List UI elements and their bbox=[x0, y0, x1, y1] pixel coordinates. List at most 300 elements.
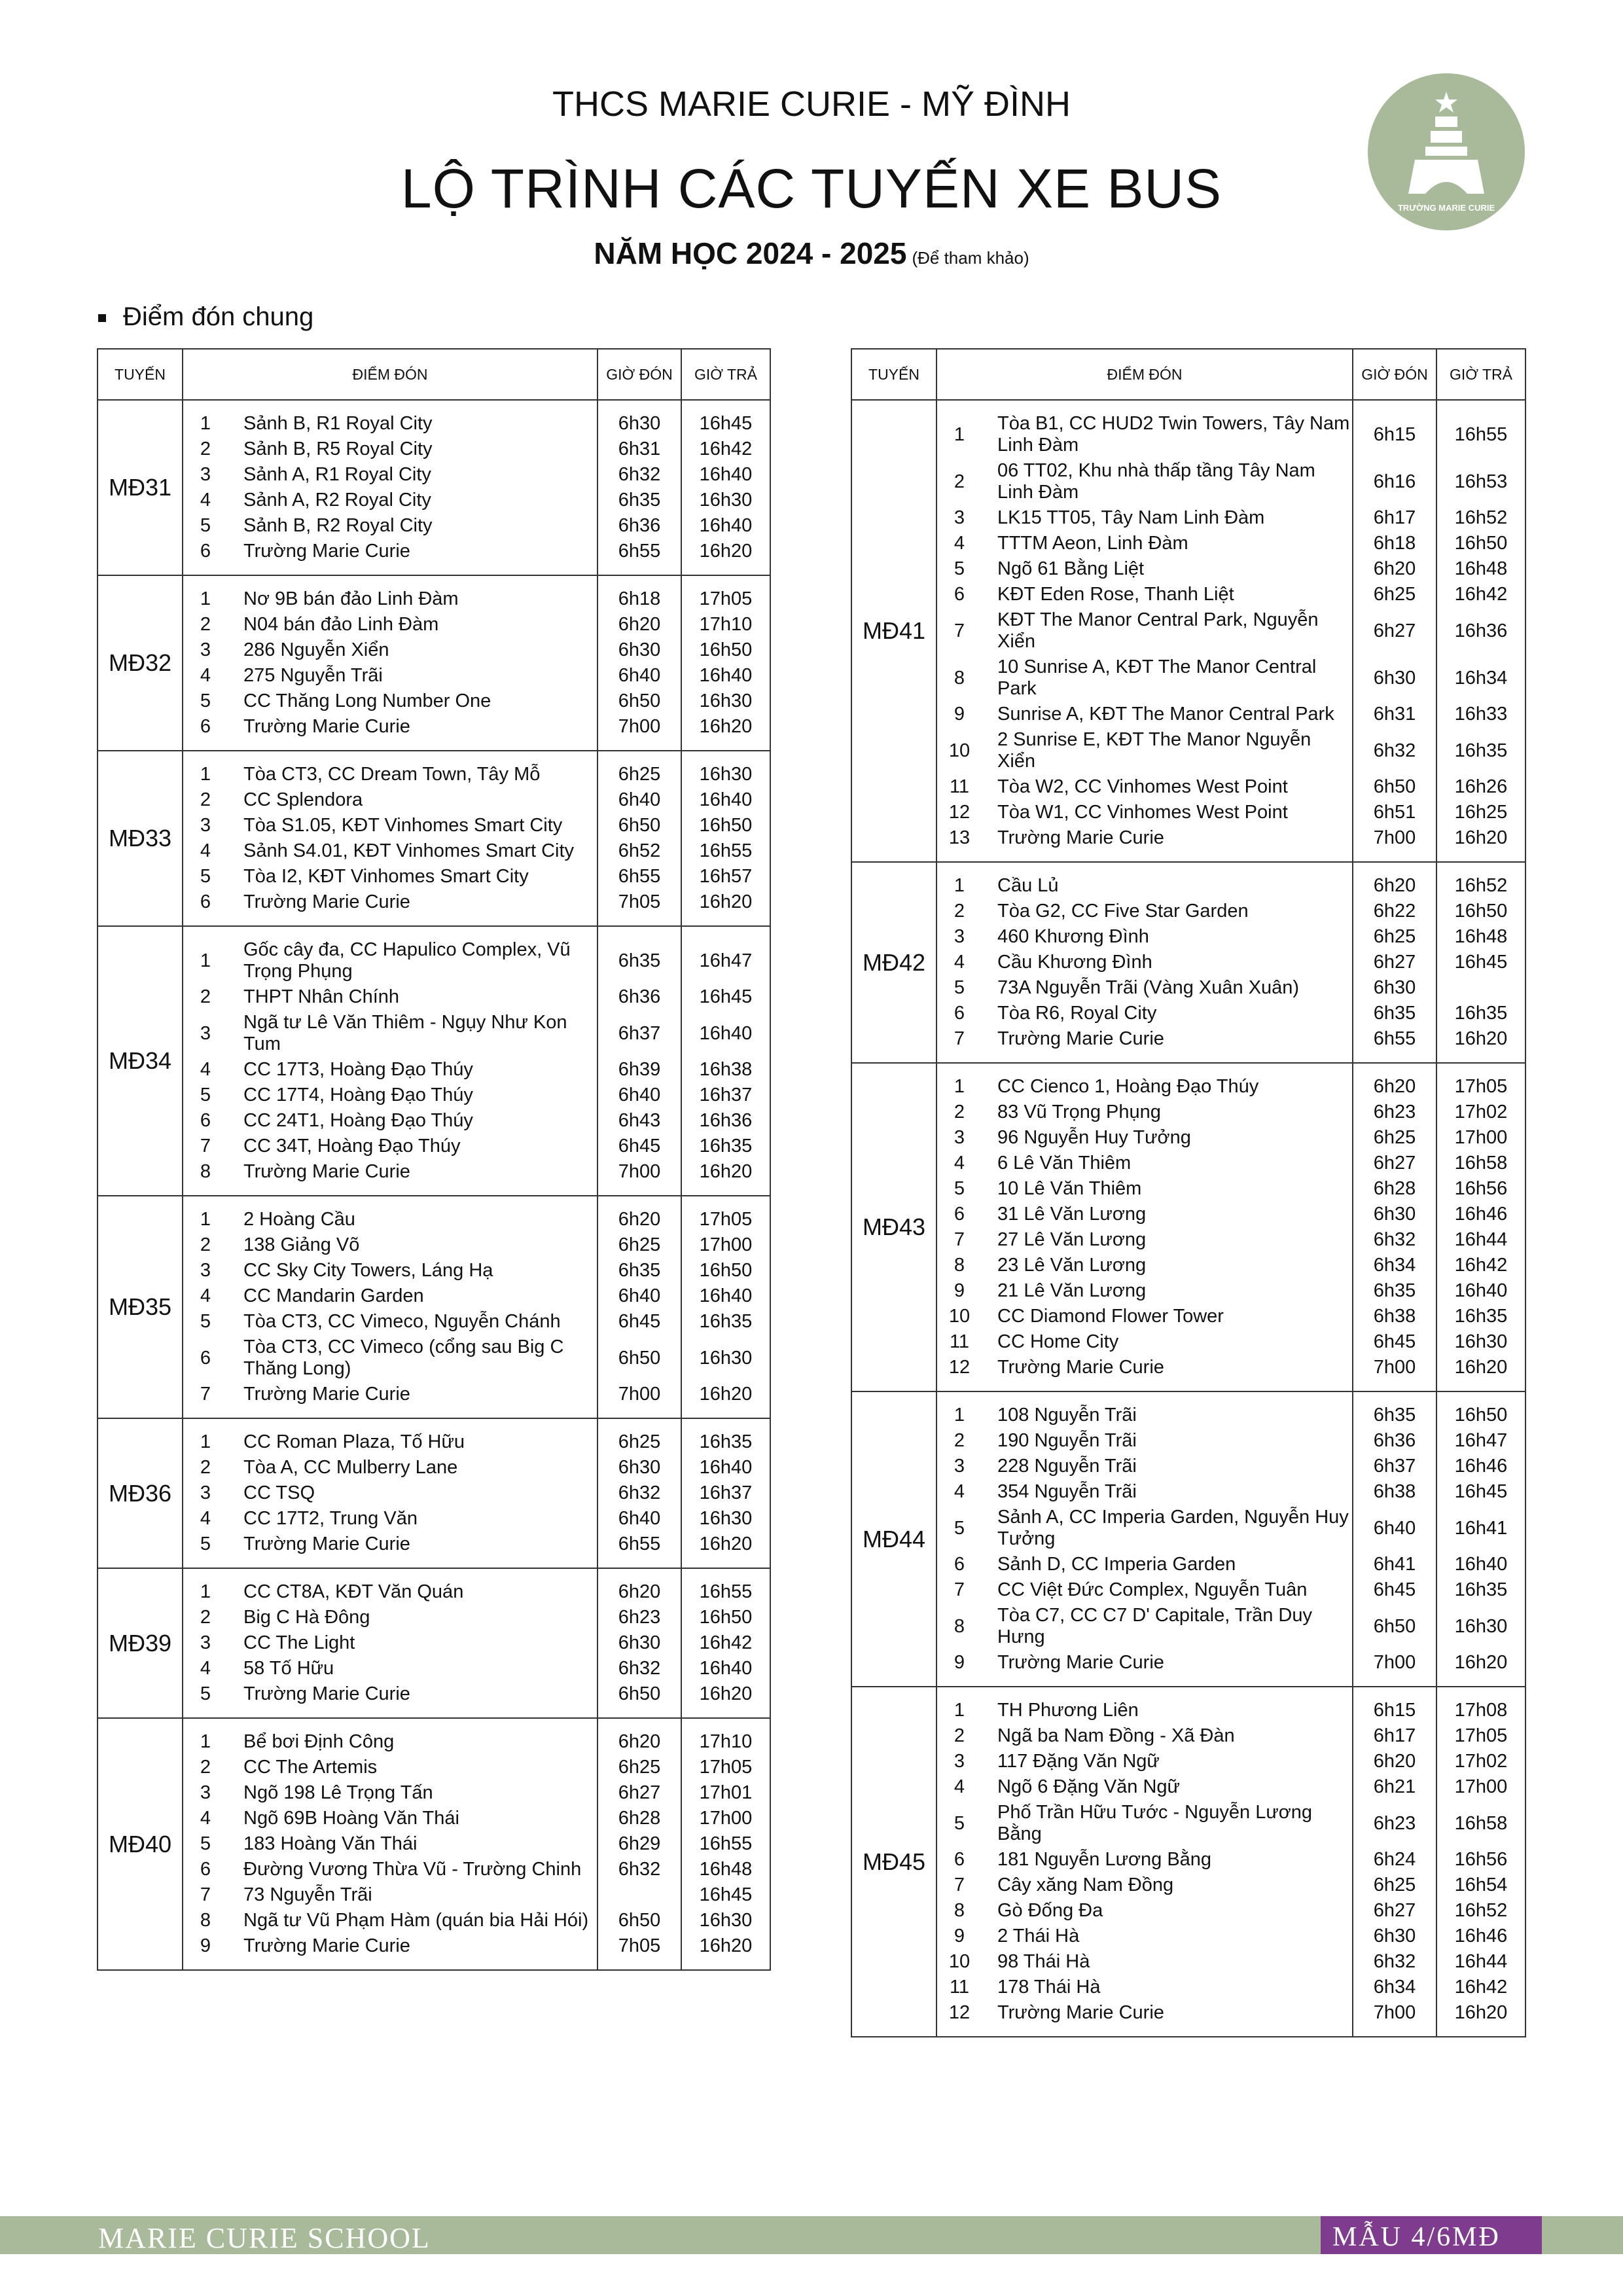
return-list bbox=[1437, 1074, 1525, 1380]
stop-number: 4 bbox=[954, 1153, 965, 1174]
stop-number: 2 bbox=[200, 1757, 211, 1778]
stop-name: 73 Nguyễn Trãi bbox=[243, 1884, 372, 1905]
list-item bbox=[1353, 1176, 1436, 1202]
stop-number: 7 bbox=[954, 1229, 965, 1250]
stop-number: 10 bbox=[948, 1306, 971, 1327]
stop-name: 460 Khương Đình bbox=[997, 926, 1149, 947]
stop-name: Sảnh B, R1 Royal City bbox=[243, 413, 433, 434]
stop-name: Ngõ 61 Bằng Liệt bbox=[997, 558, 1145, 579]
list-item bbox=[598, 1656, 681, 1681]
stop-name: CC Splendora bbox=[243, 789, 363, 810]
return-list bbox=[682, 1429, 770, 1557]
list-item bbox=[598, 762, 681, 787]
list-item bbox=[1437, 2000, 1525, 2026]
stop-name: 6 Lê Văn Thiêm bbox=[997, 1153, 1132, 1174]
list-item bbox=[1437, 1125, 1525, 1151]
return-time: 16h20 bbox=[1454, 1652, 1508, 1673]
return-time: 16h40 bbox=[699, 665, 753, 686]
stop-name: Sảnh A, R1 Royal City bbox=[243, 464, 431, 485]
pickup-time: 6h30 bbox=[618, 1457, 661, 1478]
list-item bbox=[937, 1001, 1352, 1026]
pickup-time: 7h05 bbox=[618, 891, 661, 912]
return-time: 16h30 bbox=[1454, 1331, 1508, 1352]
pickup-time: 6h37 bbox=[618, 1022, 661, 1044]
stop-number: 1 bbox=[954, 1405, 965, 1426]
list-item bbox=[598, 488, 681, 513]
route-code: MĐ32 bbox=[98, 575, 183, 751]
stop-name: Ngã tư Vũ Phạm Hàm (quán bia Hải Hói) bbox=[243, 1910, 589, 1931]
return-time: 16h45 bbox=[1454, 952, 1508, 973]
pickup-time: 6h35 bbox=[618, 490, 661, 511]
return-list bbox=[1437, 411, 1525, 851]
stop-name: Sunrise A, KĐT The Manor Central Park bbox=[997, 704, 1334, 725]
stop-name: 354 Nguyễn Trãi bbox=[997, 1481, 1137, 1502]
stop-number: 2 bbox=[200, 986, 211, 1007]
return-time: 16h50 bbox=[699, 1260, 753, 1281]
route-row bbox=[851, 1687, 1525, 2037]
stop-number: 9 bbox=[954, 704, 965, 725]
pickup-time: 6h50 bbox=[618, 1347, 661, 1369]
list-item bbox=[1353, 825, 1436, 851]
list-item bbox=[1437, 1355, 1525, 1380]
return-time: 16h50 bbox=[699, 1607, 753, 1628]
stop-name: 2 Hoàng Cầu bbox=[243, 1209, 355, 1230]
list-item bbox=[1353, 702, 1436, 727]
stop-name: Sảnh S4.01, KĐT Vinhomes Smart City bbox=[243, 840, 575, 861]
return-time: 17h00 bbox=[699, 1808, 753, 1829]
list-item bbox=[682, 813, 770, 838]
stop-name: 98 Thái Hà bbox=[997, 1951, 1090, 1972]
list-item bbox=[183, 1010, 597, 1057]
return-time: 16h50 bbox=[699, 639, 753, 660]
list-item bbox=[1437, 774, 1525, 800]
list-item bbox=[1437, 1749, 1525, 1774]
list-item bbox=[1437, 1698, 1525, 1723]
stops-cell bbox=[936, 1063, 1353, 1391]
pickup-time: 6h15 bbox=[1373, 423, 1416, 445]
pickup-time: 6h35 bbox=[618, 950, 661, 971]
stop-number: 2 bbox=[200, 1234, 211, 1255]
list-item bbox=[1353, 1253, 1436, 1278]
stop-name: Nơ 9B bán đảo Linh Đàm bbox=[243, 588, 459, 609]
stop-name: Cầu Lủ bbox=[997, 875, 1059, 896]
section-heading bbox=[98, 302, 313, 332]
list-item bbox=[1353, 924, 1436, 950]
stop-name: 190 Nguyễn Trãi bbox=[997, 1430, 1137, 1451]
col-route: TUYẾN bbox=[98, 349, 183, 400]
stop-number: 4 bbox=[200, 1508, 211, 1529]
route-row bbox=[851, 862, 1525, 1063]
pickup-time: 6h25 bbox=[618, 1234, 661, 1255]
pickup-time: 6h20 bbox=[1373, 1076, 1416, 1097]
pickup-time: 6h20 bbox=[1373, 558, 1416, 579]
return-time: 16h20 bbox=[1454, 2002, 1508, 2023]
list-item bbox=[1353, 582, 1436, 607]
list-item bbox=[1353, 411, 1436, 458]
school-year-text: NĂM HỌC 2024 - 2025 bbox=[594, 236, 907, 270]
list-item bbox=[183, 1857, 597, 1882]
return-time: 16h55 bbox=[699, 840, 753, 861]
stop-number: 7 bbox=[200, 1384, 211, 1405]
routes-table-right bbox=[851, 348, 1526, 2037]
list-item bbox=[1437, 1774, 1525, 1800]
list-item bbox=[1353, 1723, 1436, 1749]
return-time: 16h44 bbox=[1454, 1951, 1508, 1972]
pickup-list bbox=[1353, 1698, 1436, 2026]
list-item bbox=[1437, 1949, 1525, 1975]
return-list bbox=[682, 937, 770, 1185]
stop-name: 83 Vũ Trọng Phụng bbox=[997, 1102, 1161, 1122]
stops-cell bbox=[183, 1568, 597, 1718]
list-item bbox=[1353, 607, 1436, 655]
return-time: 16h50 bbox=[699, 815, 753, 836]
list-item bbox=[1353, 950, 1436, 975]
stop-number: 11 bbox=[949, 1977, 970, 1998]
list-item bbox=[598, 1755, 681, 1780]
stop-number: 5 bbox=[200, 515, 211, 536]
list-item bbox=[598, 1309, 681, 1335]
return-time: 16h47 bbox=[699, 950, 753, 971]
list-item bbox=[682, 1755, 770, 1780]
pickup-time: 6h31 bbox=[1373, 704, 1416, 725]
list-item bbox=[598, 1831, 681, 1857]
return-time: 16h20 bbox=[699, 541, 753, 562]
stop-number: 7 bbox=[954, 1874, 965, 1895]
return-time: 17h10 bbox=[699, 1731, 753, 1752]
footer-school: MARIE CURIE SCHOOL bbox=[98, 2222, 431, 2254]
list-item bbox=[682, 663, 770, 689]
stop-number: 3 bbox=[954, 1456, 965, 1477]
stop-number: 12 bbox=[948, 1357, 971, 1378]
list-item bbox=[598, 1283, 681, 1309]
list-item bbox=[937, 825, 1352, 851]
stop-name: THPT Nhân Chính bbox=[243, 986, 400, 1007]
list-item bbox=[1437, 727, 1525, 774]
pickup-time: 6h40 bbox=[1373, 1517, 1416, 1539]
return-list bbox=[682, 586, 770, 740]
list-item bbox=[183, 1309, 597, 1335]
return-time: 17h05 bbox=[1454, 1725, 1508, 1746]
stop-name: 58 Tố Hữu bbox=[243, 1658, 334, 1679]
list-item bbox=[183, 984, 597, 1010]
list-item bbox=[1437, 1403, 1525, 1428]
pickup-cell bbox=[597, 1418, 681, 1568]
pickup-time: 6h27 bbox=[1373, 620, 1416, 641]
stop-name: Gốc cây đa, CC Hapulico Complex, Vũ Trọng Phụng bbox=[243, 939, 571, 982]
list-item bbox=[1437, 1479, 1525, 1505]
stop-name: Trường Marie Curie bbox=[997, 1357, 1164, 1378]
return-time: 17h00 bbox=[699, 1234, 753, 1255]
list-item bbox=[682, 1159, 770, 1185]
form-code-badge bbox=[1321, 2216, 1542, 2254]
stop-number: 5 bbox=[954, 1812, 965, 1834]
list-item bbox=[937, 1774, 1352, 1800]
list-item bbox=[937, 1552, 1352, 1577]
stop-name: Sảnh A, CC Imperia Garden, Nguyễn Huy Tưởng bbox=[997, 1507, 1349, 1549]
return-time: 16h42 bbox=[1454, 1977, 1508, 1998]
return-cell bbox=[681, 1568, 770, 1718]
footer-bar bbox=[0, 2216, 1623, 2254]
return-time: 17h10 bbox=[699, 614, 753, 635]
return-time: 16h40 bbox=[699, 789, 753, 810]
list-item bbox=[598, 1806, 681, 1831]
list-item bbox=[1353, 727, 1436, 774]
stop-number: 2 bbox=[954, 1430, 965, 1451]
route-code: MĐ45 bbox=[851, 1687, 936, 2037]
route-code: MĐ41 bbox=[851, 400, 936, 862]
return-cell bbox=[681, 400, 770, 575]
route-row bbox=[98, 1418, 770, 1568]
stops-list bbox=[183, 411, 597, 564]
list-item bbox=[183, 1382, 597, 1407]
pickup-cell bbox=[597, 751, 681, 926]
list-item bbox=[598, 1780, 681, 1806]
stop-number: 5 bbox=[954, 977, 965, 998]
stop-number: 4 bbox=[200, 1285, 211, 1306]
return-time: 16h30 bbox=[699, 1347, 753, 1369]
return-time: 16h52 bbox=[1454, 1900, 1508, 1921]
stop-name: Trường Marie Curie bbox=[243, 1534, 410, 1554]
list-item bbox=[183, 411, 597, 437]
list-item bbox=[183, 1755, 597, 1780]
list-item bbox=[937, 531, 1352, 556]
stop-number: 6 bbox=[954, 1849, 965, 1870]
list-item bbox=[937, 1278, 1352, 1304]
pickup-time: 6h20 bbox=[1373, 875, 1416, 896]
return-time: 16h30 bbox=[1454, 1615, 1508, 1637]
stop-name: 181 Nguyễn Lương Bằng bbox=[997, 1849, 1212, 1870]
return-time: 16h58 bbox=[1454, 1153, 1508, 1174]
list-item bbox=[183, 1908, 597, 1933]
col-pickup: GIỜ ĐÓN bbox=[597, 349, 681, 400]
stop-name: Bể bơi Định Công bbox=[243, 1731, 395, 1752]
list-item bbox=[1353, 556, 1436, 582]
pickup-time: 6h23 bbox=[1373, 1812, 1416, 1834]
col-pickup: GIỜ ĐÓN bbox=[1353, 349, 1436, 400]
return-time: 16h35 bbox=[1454, 740, 1508, 761]
pickup-time: 6h50 bbox=[618, 815, 661, 836]
stop-number: 1 bbox=[200, 1731, 211, 1752]
pickup-list bbox=[598, 937, 681, 1185]
list-item bbox=[1437, 1001, 1525, 1026]
form-code: MẪU 4/6MĐ bbox=[1332, 2222, 1501, 2252]
return-time: 17h02 bbox=[1454, 1102, 1508, 1122]
list-item bbox=[598, 714, 681, 740]
list-item bbox=[682, 462, 770, 488]
stop-number: 9 bbox=[954, 1652, 965, 1673]
stop-name: Tòa G2, CC Five Star Garden bbox=[997, 901, 1249, 922]
pickup-cell bbox=[1353, 400, 1436, 862]
list-item bbox=[1353, 1026, 1436, 1052]
pickup-time: 6h30 bbox=[618, 413, 661, 434]
list-item bbox=[1353, 1304, 1436, 1329]
stop-name: CC Mandarin Garden bbox=[243, 1285, 424, 1306]
list-item bbox=[1437, 1227, 1525, 1253]
list-item bbox=[1353, 1749, 1436, 1774]
stop-number: 3 bbox=[954, 1127, 965, 1148]
stop-number: 7 bbox=[200, 1136, 211, 1157]
stops-cell bbox=[183, 1196, 597, 1418]
pickup-cell bbox=[1353, 1391, 1436, 1687]
list-item bbox=[183, 1506, 597, 1532]
stop-name: Ngã ba Nam Đồng - Xã Đàn bbox=[997, 1725, 1235, 1746]
pickup-cell bbox=[597, 575, 681, 751]
stop-number: 6 bbox=[200, 716, 211, 737]
return-time: 16h20 bbox=[699, 1384, 753, 1405]
return-time: 16h40 bbox=[1454, 1280, 1508, 1301]
list-item bbox=[937, 655, 1352, 702]
stop-name: CC CT8A, KĐT Văn Quán bbox=[243, 1581, 464, 1602]
pickup-time: 6h55 bbox=[618, 866, 661, 887]
pickup-time: 6h40 bbox=[618, 1085, 661, 1105]
return-time: 16h57 bbox=[699, 866, 753, 887]
stop-name: CC 17T4, Hoàng Đạo Thúy bbox=[243, 1085, 473, 1105]
return-list bbox=[1437, 1698, 1525, 2026]
pickup-time: 7h00 bbox=[1373, 2002, 1416, 2023]
pickup-time: 6h20 bbox=[618, 1209, 661, 1230]
stops-cell bbox=[936, 400, 1353, 862]
pickup-time: 6h18 bbox=[618, 588, 661, 609]
pickup-list bbox=[598, 1429, 681, 1557]
stop-number: 5 bbox=[200, 1833, 211, 1854]
list-item bbox=[937, 1975, 1352, 2000]
return-time: 16h42 bbox=[1454, 1255, 1508, 1276]
list-item bbox=[598, 1382, 681, 1407]
list-item bbox=[1353, 1949, 1436, 1975]
pickup-time: 6h43 bbox=[618, 1110, 661, 1131]
return-cell bbox=[681, 1718, 770, 1970]
list-item bbox=[682, 586, 770, 612]
return-time: 17h05 bbox=[1454, 1076, 1508, 1097]
return-time: 16h20 bbox=[699, 1161, 753, 1182]
stop-number: 8 bbox=[200, 1910, 211, 1931]
route-row bbox=[98, 400, 770, 575]
stop-number: 3 bbox=[200, 1022, 211, 1044]
stop-name: Ngã tư Lê Văn Thiêm - Ngụy Như Kon Tum bbox=[243, 1012, 567, 1054]
list-item bbox=[937, 1355, 1352, 1380]
pickup-time: 6h32 bbox=[618, 464, 661, 485]
list-item bbox=[1353, 873, 1436, 899]
stop-name: 228 Nguyễn Trãi bbox=[997, 1456, 1137, 1477]
list-item bbox=[183, 1729, 597, 1755]
list-item bbox=[598, 1857, 681, 1882]
routes-table-left bbox=[97, 348, 771, 1971]
list-item bbox=[682, 937, 770, 984]
stop-name: 138 Giảng Võ bbox=[243, 1234, 360, 1255]
col-stop: ĐIỂM ĐÓN bbox=[936, 349, 1353, 400]
stop-name: 73A Nguyễn Trãi (Vàng Xuân Xuân) bbox=[997, 977, 1300, 998]
stop-number: 1 bbox=[200, 764, 211, 785]
return-time: 17h02 bbox=[1454, 1751, 1508, 1772]
list-item bbox=[183, 864, 597, 889]
return-list bbox=[682, 762, 770, 915]
stop-number: 4 bbox=[200, 1658, 211, 1679]
list-item bbox=[598, 1083, 681, 1108]
stop-name: N04 bán đảo Linh Đàm bbox=[243, 614, 439, 635]
pickup-list bbox=[598, 411, 681, 564]
stop-number: 8 bbox=[200, 1161, 211, 1182]
list-item bbox=[598, 1579, 681, 1605]
pickup-time: 6h27 bbox=[1373, 952, 1416, 973]
pickup-list bbox=[598, 1579, 681, 1707]
stop-name: Trường Marie Curie bbox=[997, 1652, 1164, 1673]
route-code: MĐ34 bbox=[98, 926, 183, 1196]
list-item bbox=[1353, 1505, 1436, 1552]
pickup-time: 6h22 bbox=[1373, 901, 1416, 922]
stop-number: 8 bbox=[954, 1615, 965, 1637]
pickup-time: 6h35 bbox=[618, 1260, 661, 1281]
list-item bbox=[183, 1283, 597, 1309]
list-item bbox=[937, 1100, 1352, 1125]
list-item bbox=[937, 1125, 1352, 1151]
list-item bbox=[598, 889, 681, 915]
return-time: 16h34 bbox=[1454, 667, 1508, 689]
stop-name: 06 TT02, Khu nhà thấp tầng Tây Nam Linh Đàm bbox=[997, 460, 1315, 503]
pickup-list bbox=[598, 762, 681, 915]
stop-number: 3 bbox=[954, 926, 965, 947]
list-item bbox=[937, 1026, 1352, 1052]
pickup-time: 7h00 bbox=[618, 1384, 661, 1405]
list-item bbox=[1437, 702, 1525, 727]
stop-number: 4 bbox=[954, 1481, 965, 1502]
list-item bbox=[937, 1151, 1352, 1176]
list-item bbox=[1437, 1800, 1525, 1847]
list-item bbox=[183, 1083, 597, 1108]
list-item bbox=[937, 1074, 1352, 1100]
list-item bbox=[937, 924, 1352, 950]
pickup-time: 7h00 bbox=[618, 1161, 661, 1182]
list-item bbox=[1353, 800, 1436, 825]
stop-number: 5 bbox=[200, 1311, 211, 1332]
return-time: 16h40 bbox=[699, 1285, 753, 1306]
stop-name: 275 Nguyễn Trãi bbox=[243, 665, 383, 686]
list-item bbox=[682, 762, 770, 787]
pickup-time: 6h55 bbox=[1373, 1028, 1416, 1049]
stop-name: CC 17T2, Trung Văn bbox=[243, 1508, 418, 1529]
return-time: 16h40 bbox=[699, 1658, 753, 1679]
stop-name: Trường Marie Curie bbox=[243, 1384, 410, 1405]
list-item bbox=[1437, 1304, 1525, 1329]
list-item bbox=[1437, 1329, 1525, 1355]
list-item bbox=[183, 1532, 597, 1557]
stop-number: 6 bbox=[200, 1347, 211, 1369]
stop-name: Trường Marie Curie bbox=[243, 716, 410, 737]
stop-name: Ngõ 198 Lê Trọng Tấn bbox=[243, 1782, 433, 1803]
stop-name: Tòa A, CC Mulberry Lane bbox=[243, 1457, 458, 1478]
list-item bbox=[1437, 1454, 1525, 1479]
list-item bbox=[183, 1780, 597, 1806]
list-item bbox=[1437, 1723, 1525, 1749]
list-item bbox=[937, 1847, 1352, 1873]
route-row bbox=[851, 400, 1525, 862]
list-item bbox=[598, 586, 681, 612]
stop-name: Trường Marie Curie bbox=[243, 1683, 410, 1704]
route-code: MĐ43 bbox=[851, 1063, 936, 1391]
stop-name: 2 Thái Hà bbox=[997, 1926, 1080, 1946]
list-item bbox=[598, 411, 681, 437]
stop-name: CC Việt Đức Complex, Nguyễn Tuân bbox=[997, 1579, 1308, 1600]
return-time: 16h41 bbox=[1454, 1517, 1508, 1539]
list-item bbox=[937, 607, 1352, 655]
return-time: 16h40 bbox=[699, 1022, 753, 1044]
return-time: 16h40 bbox=[699, 1457, 753, 1478]
list-item bbox=[598, 1506, 681, 1532]
return-time: 16h25 bbox=[1454, 802, 1508, 823]
stop-name: CC The Artemis bbox=[243, 1757, 378, 1778]
stops-cell bbox=[183, 751, 597, 926]
list-item bbox=[598, 1207, 681, 1232]
stop-name: Ngõ 69B Hoàng Văn Thái bbox=[243, 1808, 459, 1829]
